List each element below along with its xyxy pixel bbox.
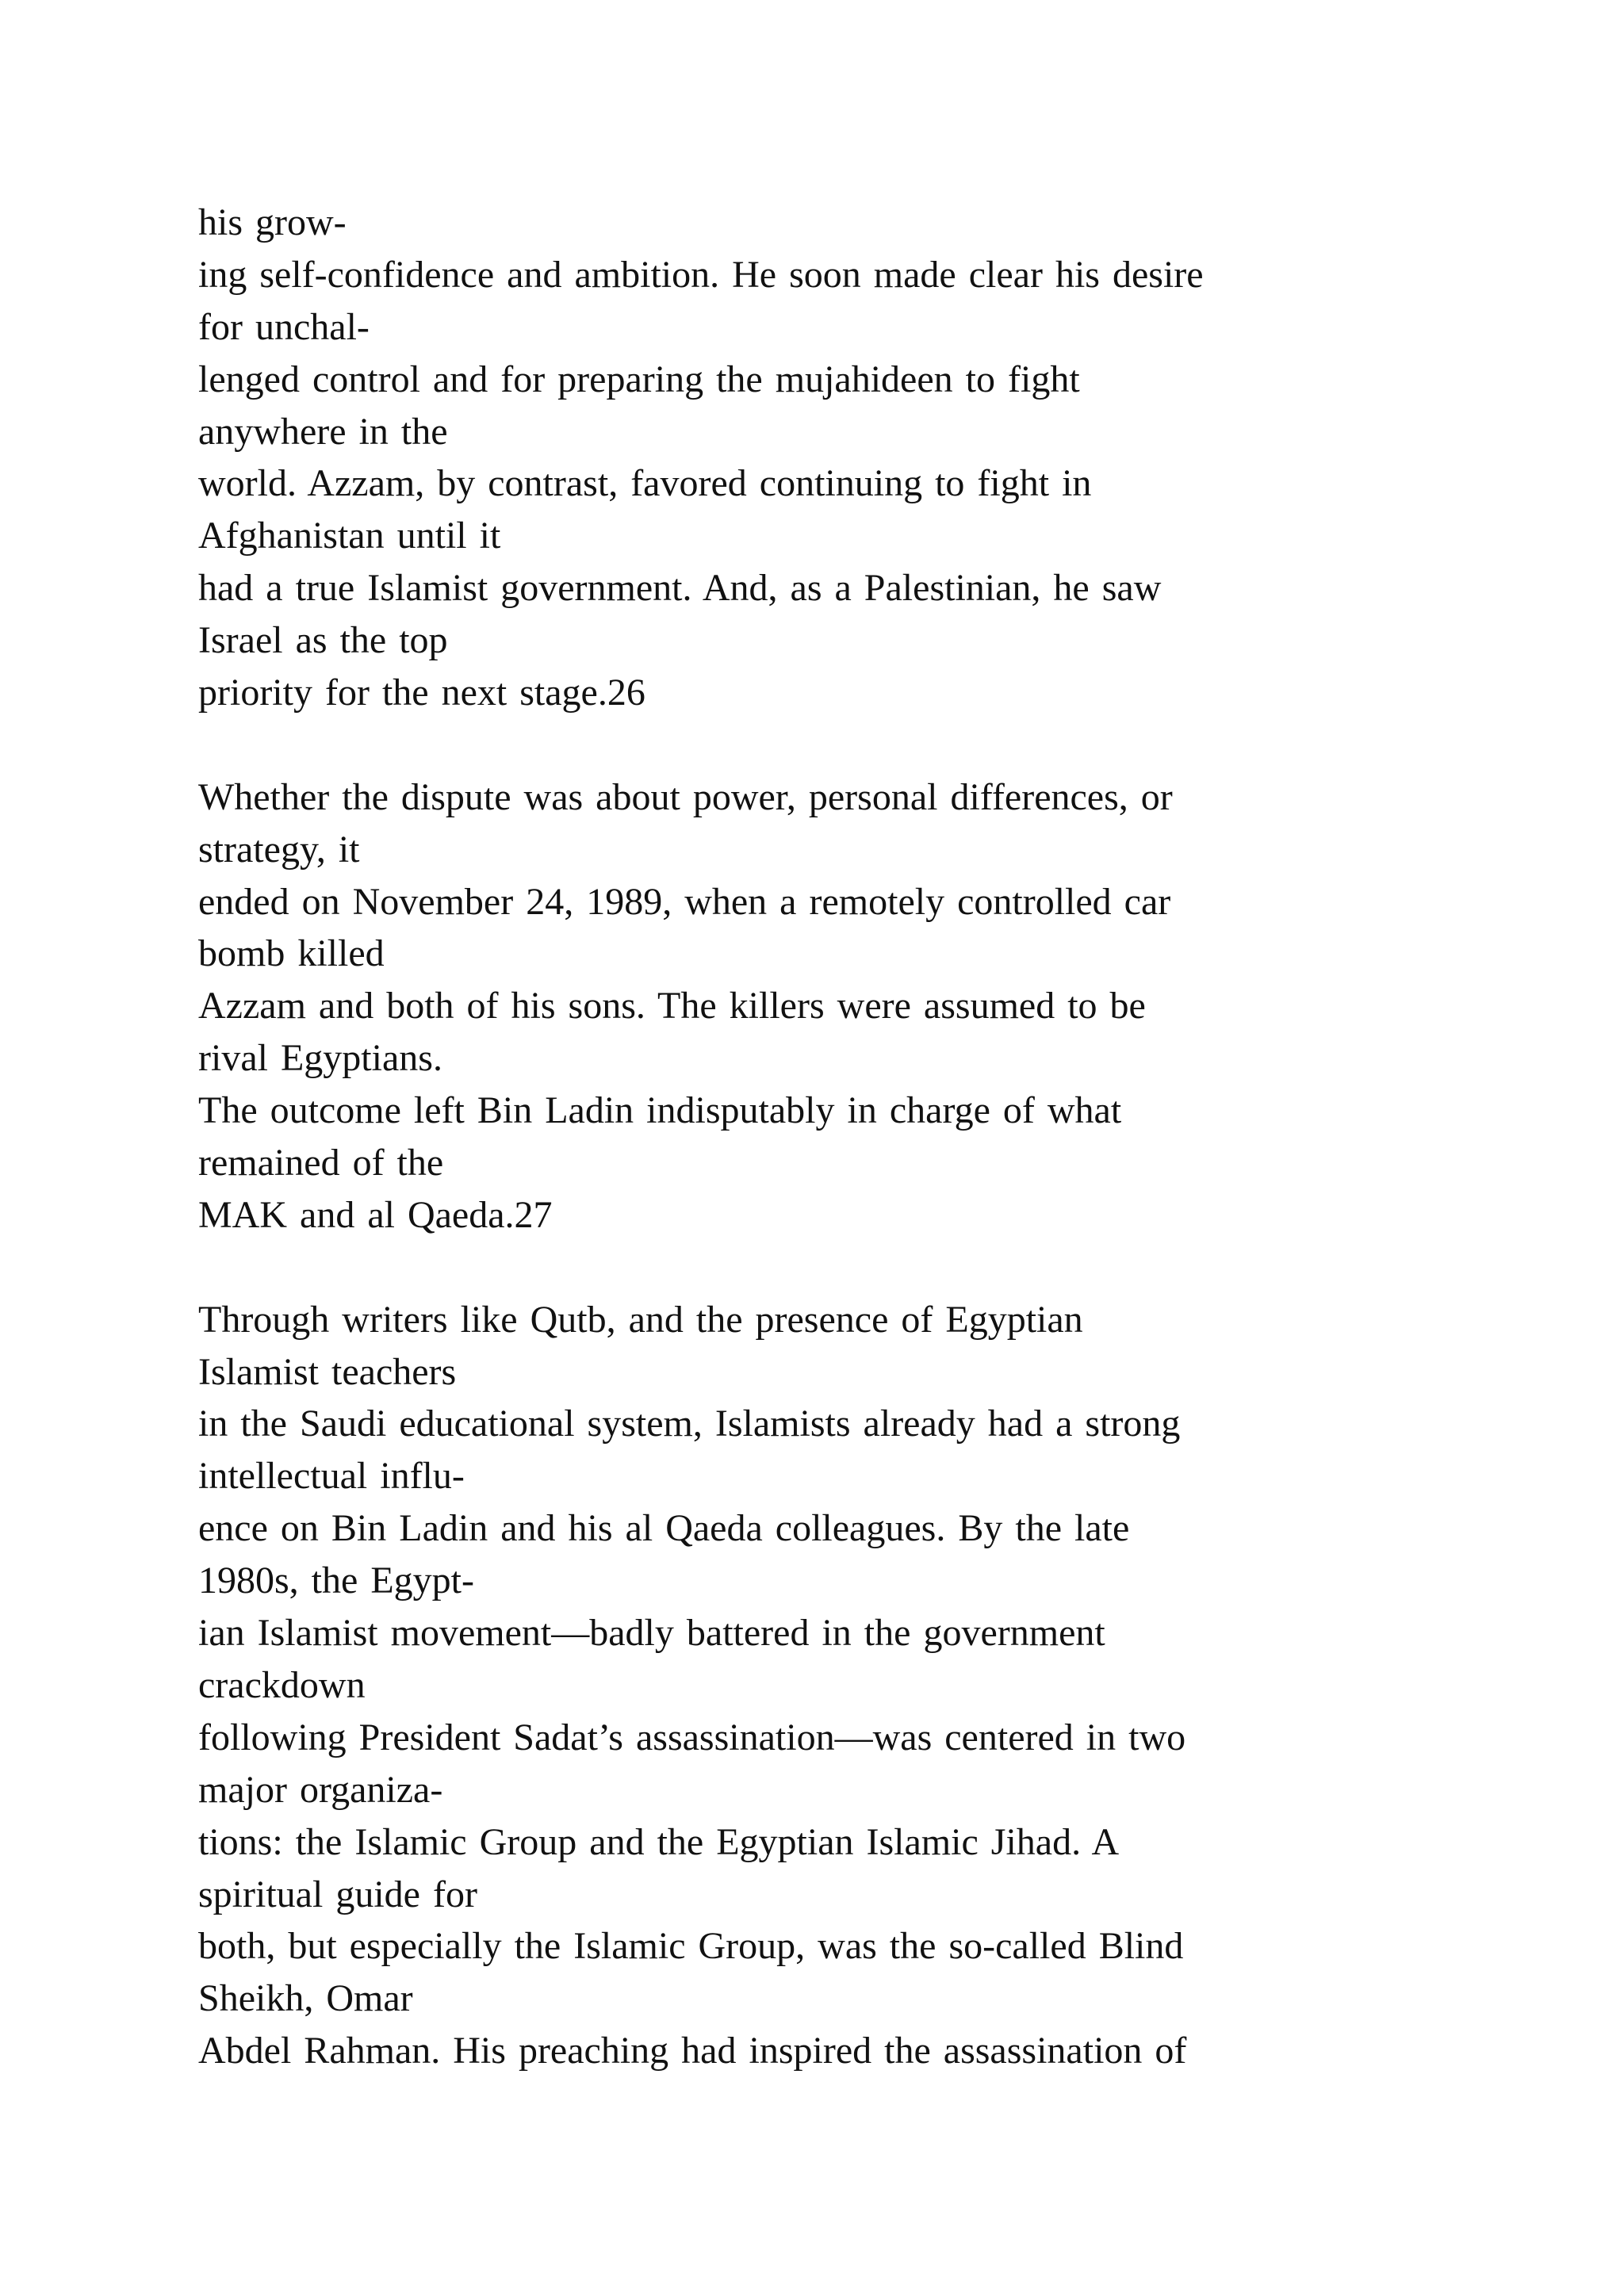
text-line: crackdown [198,1663,366,1706]
paragraph-break [198,1242,1435,1294]
paragraph-3 [198,1294,1435,2077]
text-line: The outcome left Bin Ladin indisputably in charge of what [198,1089,1122,1132]
text-line: lenged control and for preparing the mujahideen to fight [198,358,1080,400]
text-line: Islamist teachers [198,1350,457,1393]
text-line: MAK and al Qaeda.27 [198,1193,553,1236]
text-line: intellectual influ- [198,1455,465,1498]
text-line: Sheikh, Omar [198,1977,413,2020]
text-line: anywhere in the [198,410,448,453]
text-line: had a true Islamist government. And, as a Palestinian, he saw [198,567,1162,610]
text-line: priority for the next stage.26 [198,672,645,714]
text-line: bomb killed [198,932,385,975]
text-line: rival Egyptians. [198,1037,442,1080]
text-line: both, but especially the Islamic Group, was the so-called Blind [198,1925,1184,1968]
text-line: Azzam and both of his sons. The killers were assumed to be [198,985,1146,1027]
text-line: tions: the Islamic Group and the Egyptian Islamic Jihad. A [198,1820,1120,1863]
paragraph-1 [198,197,1435,719]
paragraph-break [198,719,1435,771]
text-line: for unchal- [198,305,370,348]
text-line: Israel as the top [198,619,448,662]
text-line: spiritual guide for [198,1873,477,1915]
text-line: Abdel Rahman. His preaching had inspired the assassination of [198,2030,1187,2072]
text-line: world. Azzam, by contrast, favored continuing to fight in [198,462,1092,505]
text-line: following President Sadat’s assassination—was centered in two [198,1716,1186,1758]
text-line: major organiza- [198,1768,443,1811]
text-line: Through writers like Qutb, and the presence of Egyptian [198,1298,1083,1341]
text-line: Whether the dispute was about power, personal differences, or [198,775,1173,818]
text-line: 1980s, the Egypt- [198,1559,474,1602]
text-line: ian Islamist movement—badly battered in the government [198,1612,1105,1655]
text-line: strategy, it [198,828,360,871]
text-line: Afghanistan until it [198,515,501,557]
text-line: ing self-confidence and ambition. He soon made clear his desire [198,253,1204,296]
text-line: his grow- [198,201,347,243]
paragraph-2 [198,771,1435,1242]
text-line: ence on Bin Ladin and his al Qaeda colleagues. By the late [198,1507,1130,1550]
document-body [198,197,1435,2077]
text-line: ended on November 24, 1989, when a remotely controlled car [198,880,1171,923]
text-line: in the Saudi educational system, Islamists already had a strong [198,1402,1181,1445]
text-line: remained of the [198,1142,444,1184]
